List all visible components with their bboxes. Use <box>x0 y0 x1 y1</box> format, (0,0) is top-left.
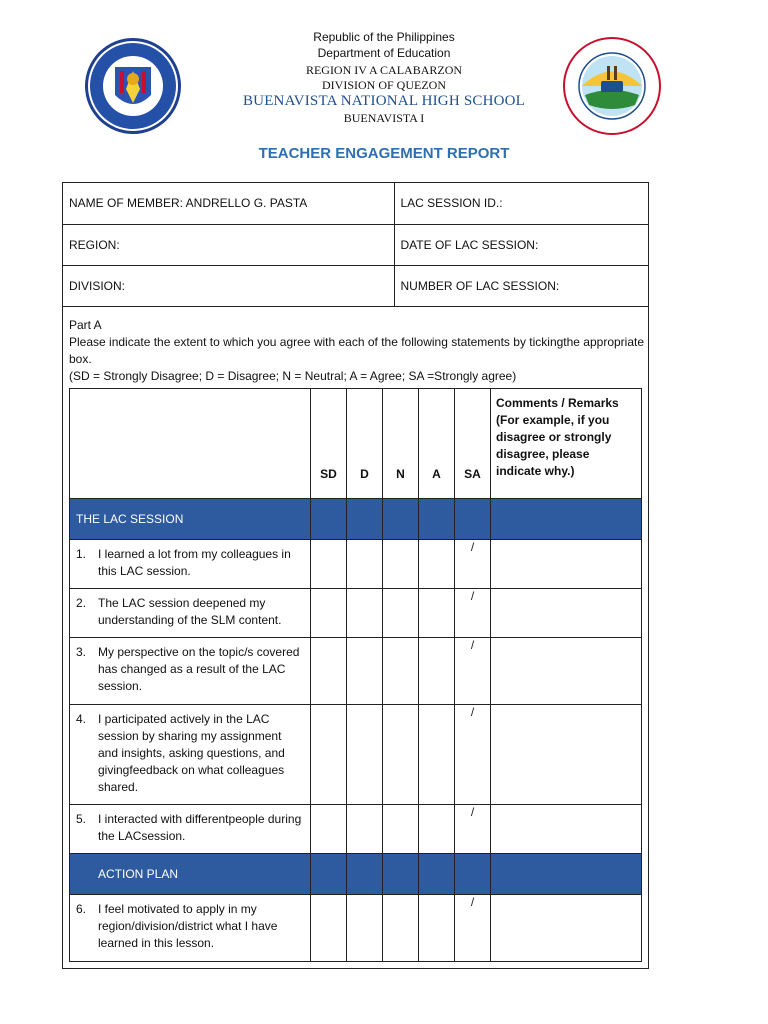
school-seal-logo <box>563 37 661 135</box>
rating-n-box[interactable] <box>383 540 419 589</box>
school-name: BUENAVISTA NATIONAL HIGH SCHOOL <box>242 93 526 109</box>
table-row <box>70 540 642 589</box>
republic-line: Republic of the Philippines <box>313 30 455 44</box>
session-number-cell[interactable]: NUMBER OF LAC SESSION: <box>394 265 648 306</box>
table-row <box>70 895 642 962</box>
rating-a-box[interactable] <box>419 895 455 962</box>
rating-a-box[interactable] <box>419 705 455 805</box>
header-d: D <box>347 389 383 499</box>
comment-cell[interactable] <box>491 895 642 962</box>
rating-a-box[interactable] <box>419 638 455 705</box>
rating-legend: (SD = Strongly Disagree; D = Disagree; N = Neutral; A = Agree; SA =Strongly agree) <box>69 369 517 383</box>
rating-d-box[interactable] <box>347 638 383 705</box>
table-row <box>70 705 642 805</box>
rating-sd-box[interactable] <box>311 540 347 589</box>
rating-a-box[interactable] <box>419 589 455 638</box>
item-statement: I feel motivated to apply in my region/division/district what I have learned in this lesson. <box>98 902 278 950</box>
deped-seal-logo <box>82 37 184 135</box>
item-number: 6. <box>76 902 87 916</box>
region-cell[interactable]: REGION: <box>63 224 394 265</box>
header-a: A <box>419 389 455 499</box>
rating-header-row <box>70 389 642 499</box>
rating-d-box[interactable] <box>347 805 383 854</box>
item-number: 2. <box>76 596 87 610</box>
statement-header-cell <box>70 389 311 499</box>
rating-sd-box[interactable] <box>311 895 347 962</box>
part-a-heading: Part A <box>69 318 102 332</box>
rating-sd-box[interactable] <box>311 638 347 705</box>
item-number: 5. <box>76 812 87 826</box>
item-statement: The LAC session deepened my understanding of the SLM content. <box>98 596 282 627</box>
comment-cell[interactable] <box>491 589 642 638</box>
rating-sd-box[interactable] <box>311 705 347 805</box>
section-row-lac-session <box>70 499 642 540</box>
region-line: REGION IV A CALABARZON <box>305 63 463 77</box>
rating-sa-box-checked[interactable]: / <box>455 638 491 705</box>
table-row <box>70 638 642 705</box>
member-name-cell[interactable]: NAME OF MEMBER: ANDRELLO G. PASTA <box>63 183 394 224</box>
rating-sa-box-checked[interactable]: / <box>455 895 491 962</box>
rating-n-box[interactable] <box>383 705 419 805</box>
rating-sa-box-checked[interactable]: / <box>455 805 491 854</box>
rating-d-box[interactable] <box>347 895 383 962</box>
rating-n-box[interactable] <box>383 805 419 854</box>
rating-sa-box-checked[interactable]: / <box>455 589 491 638</box>
item-number: 1. <box>76 547 87 561</box>
division-line: DIVISION OF QUEZON <box>322 78 446 92</box>
rating-n-box[interactable] <box>383 589 419 638</box>
section-row-action-plan <box>70 854 642 895</box>
table-row <box>70 805 642 854</box>
part-a-instructions <box>69 317 644 385</box>
date-cell[interactable]: DATE OF LAC SESSION: <box>394 224 648 265</box>
item-statement: My perspective on the topic/s covered has changed as a result of the LAC session. <box>98 645 300 693</box>
section-title: ACTION PLAN <box>70 854 311 895</box>
division-cell[interactable]: DIVISION: <box>63 265 394 306</box>
comment-cell[interactable] <box>491 540 642 589</box>
header-sd: SD <box>311 389 347 499</box>
item-statement: I interacted with differentpeople during the LACsession. <box>98 812 302 843</box>
rating-sd-box[interactable] <box>311 805 347 854</box>
rating-d-box[interactable] <box>347 540 383 589</box>
comment-cell[interactable] <box>491 638 642 705</box>
session-id-cell[interactable]: LAC SESSION ID.: <box>394 183 648 224</box>
comment-cell[interactable] <box>491 805 642 854</box>
rating-d-box[interactable] <box>347 705 383 805</box>
rating-table <box>69 388 642 962</box>
district-line: BUENAVISTA I <box>343 111 425 125</box>
header-n: N <box>383 389 419 499</box>
rating-sd-box[interactable] <box>311 589 347 638</box>
header-sa: SA <box>455 389 491 499</box>
rating-a-box[interactable] <box>419 540 455 589</box>
engagement-form <box>62 182 649 969</box>
comments-header: Comments / Remarks (For example, if you disagree or strongly disagree, please indicate why.) <box>491 389 642 499</box>
rating-a-box[interactable] <box>419 805 455 854</box>
department-line: Department of Education <box>317 46 451 60</box>
item-number: 3. <box>76 645 87 659</box>
letterhead <box>0 0 768 140</box>
rating-sa-box-checked[interactable]: / <box>455 540 491 589</box>
rating-sa-box-checked[interactable]: / <box>455 705 491 805</box>
item-number: 4. <box>76 712 87 726</box>
section-title: THE LAC SESSION <box>70 499 311 540</box>
rating-d-box[interactable] <box>347 589 383 638</box>
member-info-table <box>63 183 648 307</box>
item-statement: I learned a lot from my colleagues in this LAC session. <box>98 547 291 578</box>
comment-cell[interactable] <box>491 705 642 805</box>
rating-n-box[interactable] <box>383 638 419 705</box>
part-a-instruction: Please indicate the extent to which you agree with each of the following statements by tickingthe appropriate box. <box>69 335 645 366</box>
rating-n-box[interactable] <box>383 895 419 962</box>
item-statement: I participated actively in the LAC session by sharing my assignment and insights, asking questions, and givingfeedback on what colleagues shared. <box>98 712 285 794</box>
report-title: TEACHER ENGAGEMENT REPORT <box>258 145 510 162</box>
table-row <box>70 589 642 638</box>
